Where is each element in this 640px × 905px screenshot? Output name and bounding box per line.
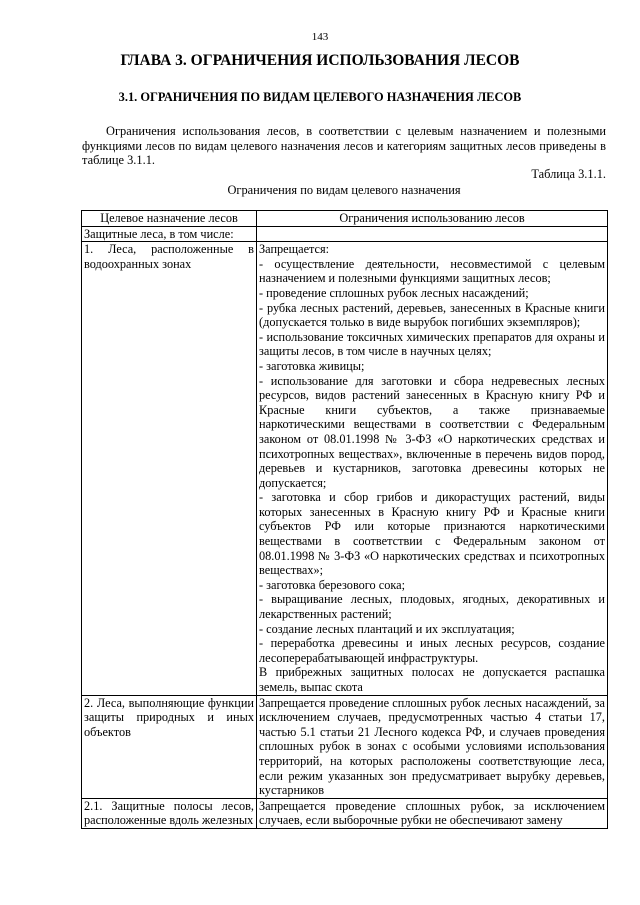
group-row-label: Защитные леса, в том числе:	[82, 226, 257, 242]
restriction-item: - заготовка березового сока;	[259, 577, 406, 592]
restrictions-cell	[257, 695, 608, 798]
restrictions-cell	[257, 798, 608, 828]
chapter-title: ГЛАВА 3. ОГРАНИЧЕНИЯ ИСПОЛЬЗОВАНИЯ ЛЕСОВ	[120, 52, 520, 69]
restriction-item: Запрещается проведение сплошных рубок, за исключением случаев, если выборочные рубки не обеспечивают замену	[259, 798, 605, 828]
table-row	[82, 242, 608, 695]
intro-paragraph: Ограничения использования лесов, в соответствии с целевым назначением и полезными функциями лесов по видам целевого назначения лесов и категориям защитных лесов приведены в таблице 3.1.1.	[82, 124, 606, 168]
restriction-item: Запрещается:	[259, 242, 330, 257]
restriction-item: - переработка древесины и иных лесных ресурсов, создание лесоперерабатывающей инфраструктуры.	[259, 636, 605, 665]
restriction-item: - рубка лесных растений, деревьев, занесенных в Красные книги (допускается только в виде вырубок погибших экземпляров);	[259, 300, 605, 330]
page-number: 143	[311, 31, 329, 43]
section-title: 3.1. ОГРАНИЧЕНИЯ ПО ВИДАМ ЦЕЛЕВОГО НАЗНАЧЕНИЯ ЛЕСОВ	[118, 90, 522, 104]
restriction-item: - использование для заготовки и сбора недревесных лесных ресурсов, видов растений занесенных в Красную книгу РФ и Красные книги субъектов, а также признаваемые наркотическими веществами в соответствии с Федеральным законом от 08.01.1998 № 3-ФЗ «О наркотических средствах и психотропных веществах», включенные в перечень видов пород, деревьев и кустарников, заготовка древесины которых не допускается;	[259, 373, 605, 490]
column-header-restrictions: Ограничения использованию лесов	[257, 211, 608, 227]
restrictions-cell	[257, 242, 608, 695]
restriction-item: Запрещается проведение сплошных рубок лесных насаждений, за исключением случаев, предусмотренных частью 4 статьи 17, частью 5.1 статьи 21 Лесного кодекса РФ, и случаев проведения сплошных рубок в зонах с особыми условиями использования территорий, на которых расположены соответствующие леса, если режим указанных зон предусматривает вырубку деревьев, кустарников	[259, 695, 605, 798]
restriction-item: - проведение сплошных рубок лесных насаждений;	[259, 285, 529, 300]
restriction-item: - создание лесных плантаций и их эксплуатация;	[259, 621, 515, 636]
restriction-item: - использование токсичных химических препаратов для охраны и защиты лесов, в том числе в научных целях;	[259, 329, 605, 359]
restriction-item: В прибрежных защитных полосах не допускается распашка земель, выпас скота	[259, 665, 605, 694]
restriction-item: - выращивание лесных, плодовых, ягодных, декоративных и лекарственных растений;	[259, 592, 605, 622]
table-caption: Ограничения по видам целевого назначения	[227, 183, 461, 197]
purpose-text: 2.1. Защитные полосы лесов, расположенные вдоль железных	[84, 798, 254, 828]
table-number: Таблица 3.1.1.	[531, 167, 606, 181]
purpose-cell: 2. Леса, выполняющие функции защиты природных и иных объектов	[82, 695, 257, 798]
restrictions-table	[81, 210, 608, 829]
restriction-item: - осуществление деятельности, несовместимой с целевым назначением и полезными функциями защитных лесов;	[259, 256, 605, 286]
table-header-row	[82, 211, 608, 227]
group-row-empty-cell	[257, 226, 608, 242]
restriction-item: - заготовка и сбор грибов и дикорастущих растений, виды которых занесенных в Красную книгу РФ и Красные книги субъектов РФ или которые признаются наркотическими веществами в соответствии с Федеральным законом от 08.01.1998 № 3-ФЗ «О наркотических средствах и психотропных веществах»;	[259, 490, 605, 578]
table-row	[82, 798, 608, 828]
table-group-row	[82, 226, 608, 242]
restriction-item: - заготовка живицы;	[259, 358, 365, 373]
table-row	[82, 695, 608, 798]
column-header-purpose: Целевое назначение лесов	[82, 211, 257, 227]
purpose-cell: 1. Леса, расположенные в водоохранных зонах	[82, 242, 257, 695]
purpose-cell	[82, 798, 257, 828]
